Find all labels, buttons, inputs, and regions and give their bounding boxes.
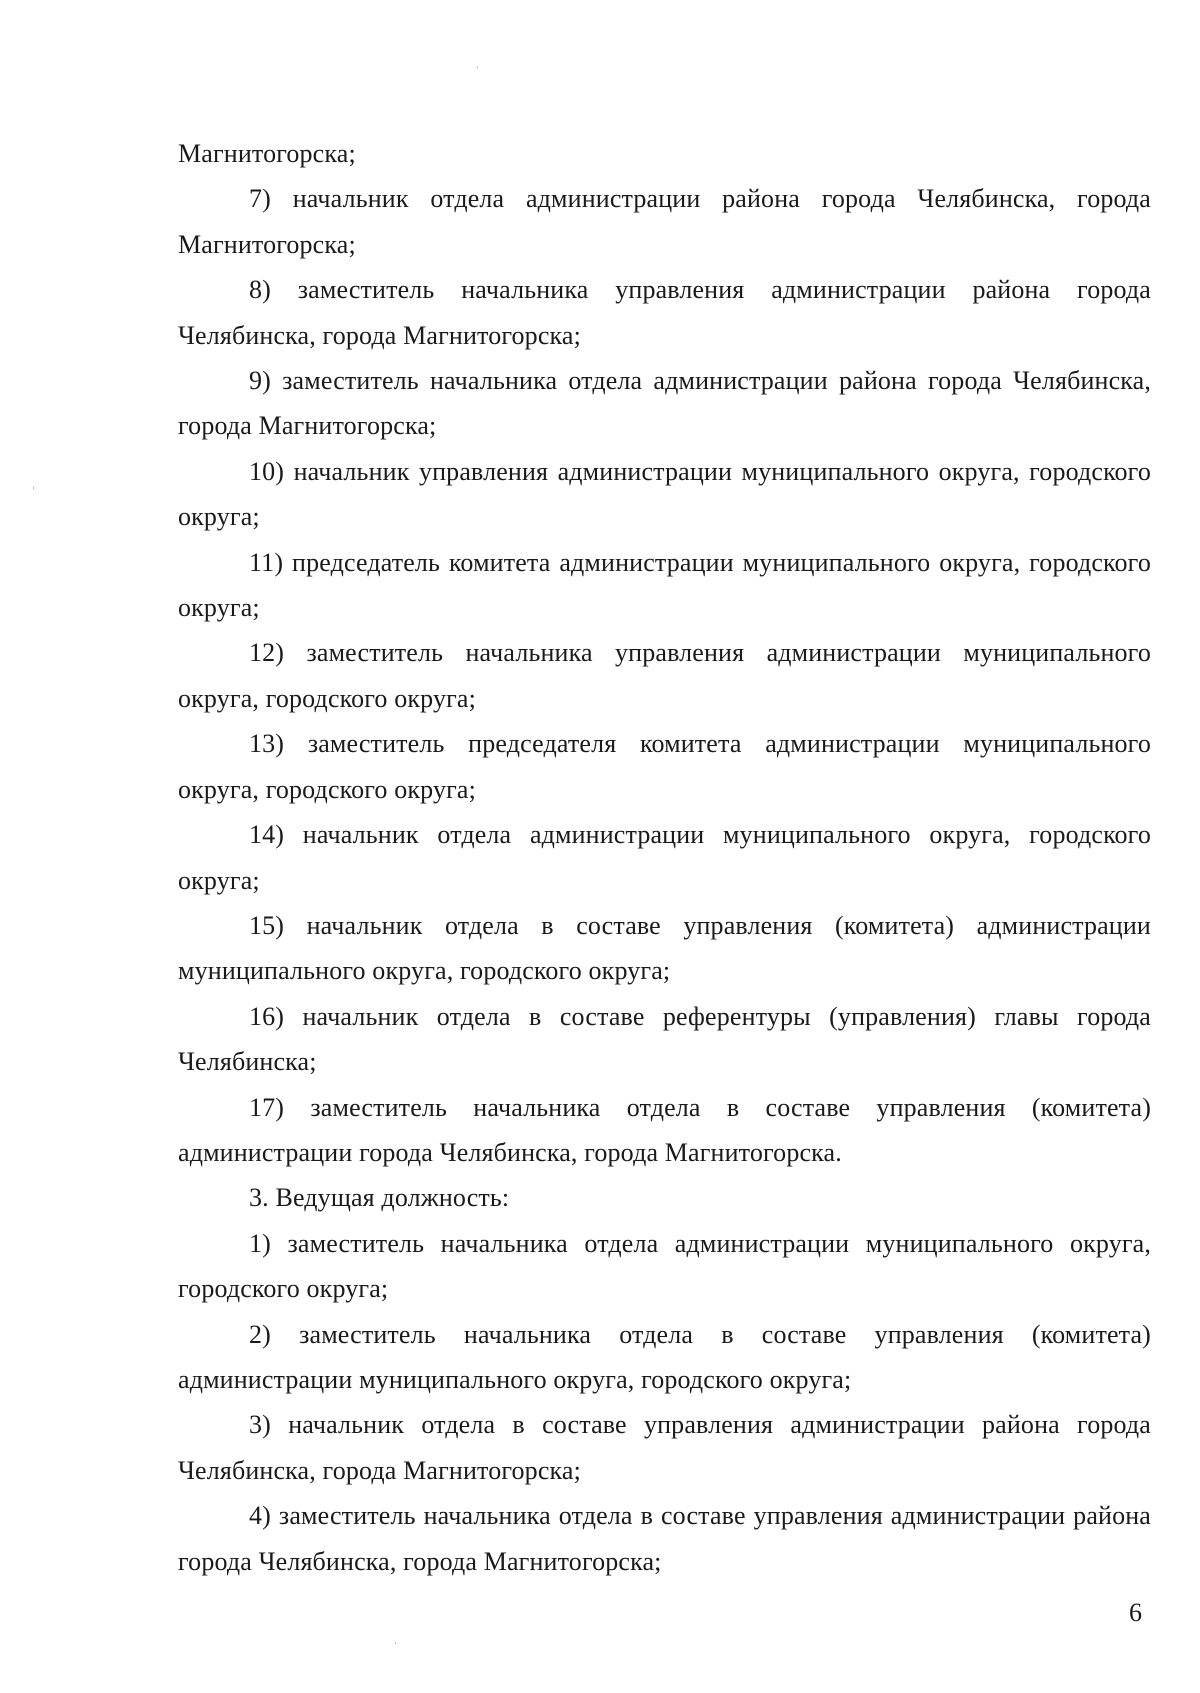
scan-speck xyxy=(395,1642,396,1644)
lead-list-item-4: 4) заместитель начальника отдела в составе управления администрации района города Челябинска, города Магнитогорска; xyxy=(178,1501,1151,1576)
list-item-10: 10) начальник управления администрации муниципального округа, городского округа; xyxy=(178,456,1151,532)
list-item-17: 17) заместитель начальника отдела в составе управления (комитета) администрации города Челябинска, города Магнитогорска. xyxy=(178,1092,1151,1167)
scan-speck xyxy=(33,487,34,489)
document-body xyxy=(178,131,1151,1584)
list-item-7: 7) начальник отдела администрации района города Челябинска, города Магнитогорска; xyxy=(178,184,1151,259)
list-item-11: 11) председатель комитета администрации муниципального округа, городского округа; xyxy=(178,547,1151,623)
paragraph-continuation: Магнитогорска; xyxy=(178,139,356,168)
list-item-12: 12) заместитель начальника управления администрации муниципального округа, городского округа; xyxy=(178,638,1151,713)
lead-list-item-3: 3) начальник отдела в составе управления администрации района города Челябинска, города Магнитогорска; xyxy=(178,1410,1151,1485)
list-item-16: 16) начальник отдела в составе референтуры (управления) главы города Челябинска; xyxy=(178,1001,1151,1077)
list-item-8: 8) заместитель начальника управления администрации района города Челябинска, города Магнитогорска; xyxy=(178,275,1151,350)
lead-list-item-1: 1) заместитель начальника отдела администрации муниципального округа, городского округа; xyxy=(178,1228,1151,1304)
scan-speck xyxy=(477,66,478,68)
lead-list-item-2: 2) заместитель начальника отдела в составе управления (комитета) администрации муниципального округа, городского округа; xyxy=(178,1319,1151,1394)
list-item-15: 15) начальник отдела в составе управления (комитета) администрации муниципального округа, городского округа; xyxy=(178,910,1151,986)
list-item-9: 9) заместитель начальника отдела администрации района города Челябинска, города Магнитогорска; xyxy=(178,366,1151,441)
list-item-14: 14) начальник отдела администрации муниципального округа, городского округа; xyxy=(178,820,1151,895)
page-number: 6 xyxy=(1129,1598,1142,1627)
list-item-13: 13) заместитель председателя комитета администрации муниципального округа, городского округа; xyxy=(178,729,1151,804)
section-heading: 3. Ведущая должность: xyxy=(249,1183,510,1213)
